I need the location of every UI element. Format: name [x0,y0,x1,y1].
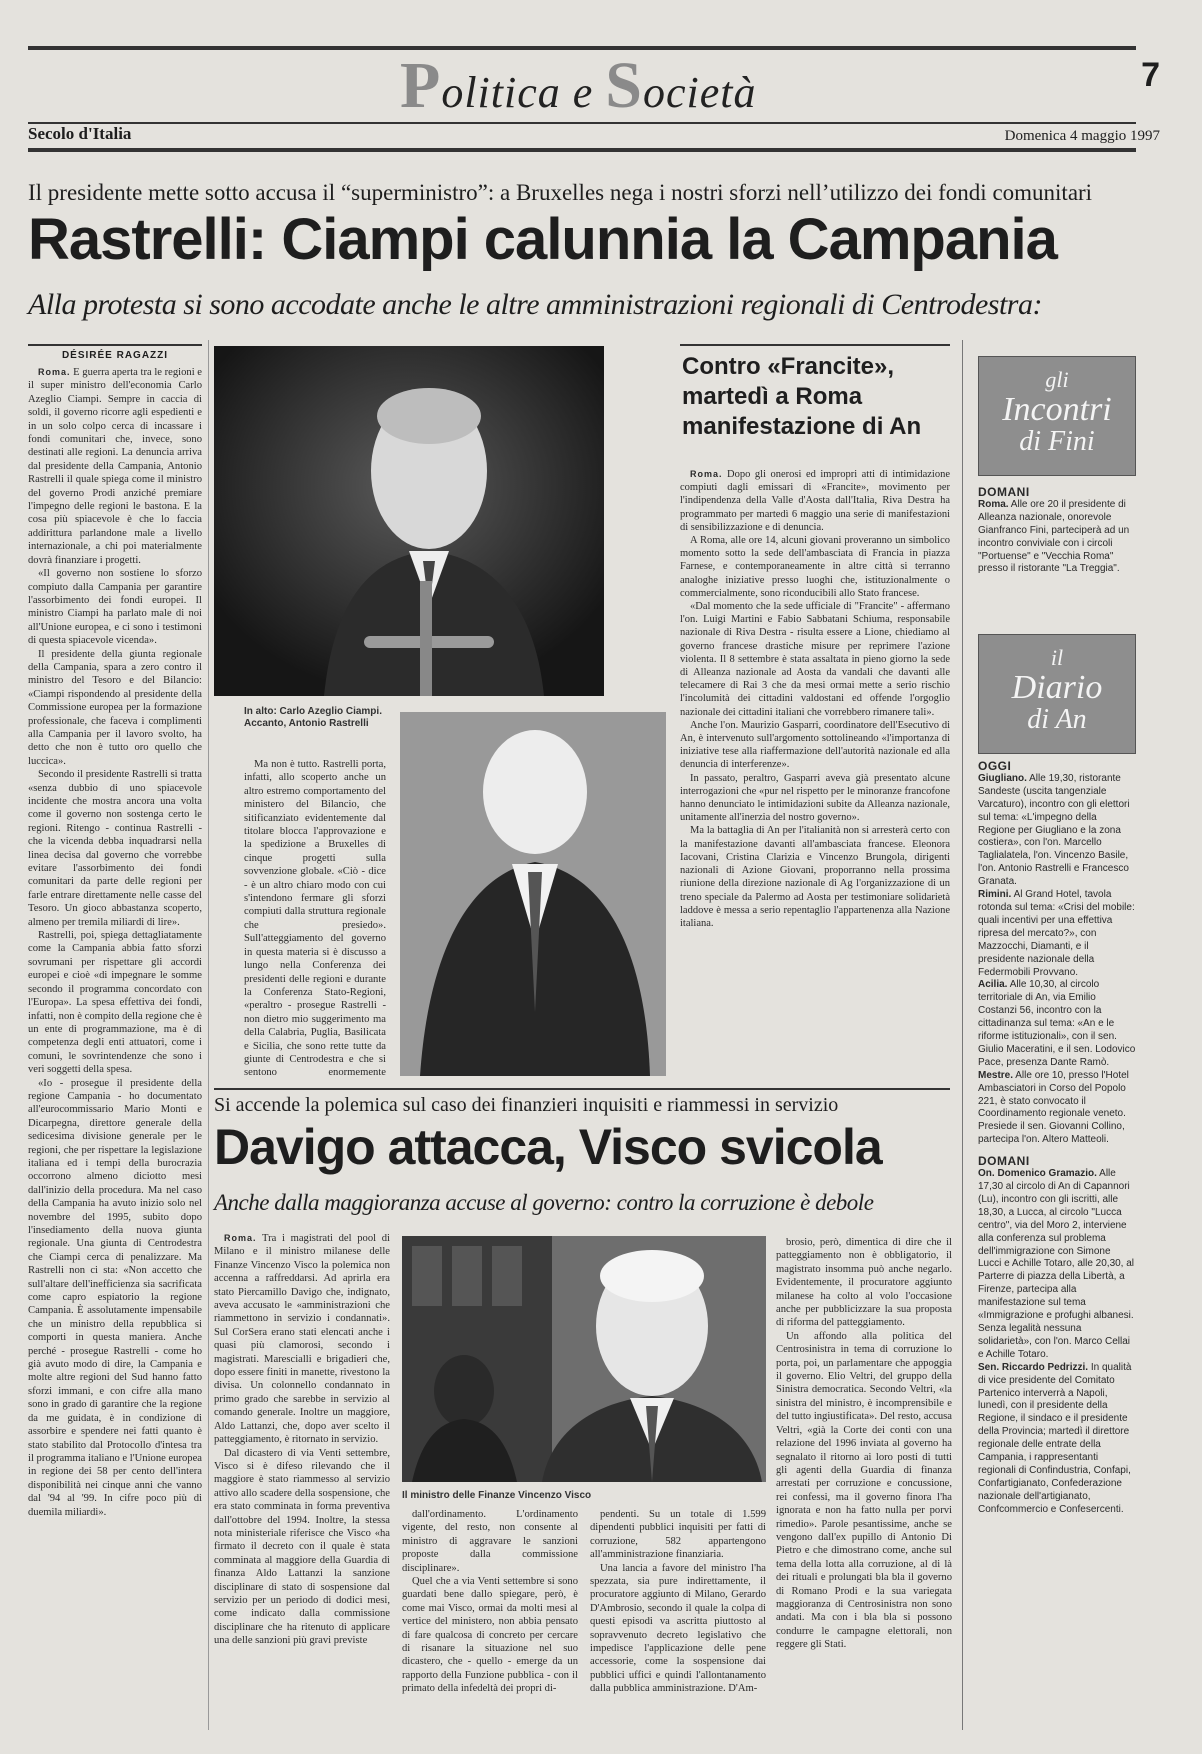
lead-paragraph: Ma non è tutto. Rastrelli porta, infatti, allo scoperto anche un altro estremo comportamento del ministero del Bilancio, che sitificanziato evidentemente dal titolare blocca l'approvazione e la spedizione a Bruxelles di cinque progetti sulla sovvenzione globale. «Ciò - dice - è un altro chiaro modo con cui s'intendono fermare gli sforzi compiuti dalla struttura regionale che presiedo». Sull'atteggiamento del governo in questa materia si è discusso a lungo nella Conferenza dei presidenti delle regioni e durante la Conferenza Stato-Regioni, «peraltro - prosegue Rastrelli - non dietro mio suggerimento ma della Calabria, Puglia, Basilicata e Sicilia, che sono rette tutte da giunte di Centrodestra e che si sentono enormemente [244,759,386,1078]
ciampi-photo [214,346,604,696]
event-item [978,889,1136,979]
visco-photo [402,1236,766,1482]
city-label: Rimini. [978,889,1012,901]
an-paragraph: Dopo gli onerosi ed impropri atti di intimidazione compiuti dagli emissari di «Francite», movimento per l'indipendenza della Valle d'Aosta dall'Italia, Riva Destra ha programmato per martedì 6 maggio una serie di manifestazioni di sensibilizzazione e di denuncia. [680,469,950,533]
an-paragraph: «Dal momento che la sede ufficiale di "Francite" - affermano l'on. Luigi Martini e Fabio Sabbatani Schiuma, responsabile nazionale di Riva Destra - risulta essere a Lione, chiediamo al governo francese drastiche misure per reprimere l'azione violenta. Il 8 settembre è stata assaltata in pieno giorno la sede di Alleanza nazionale ad Aosta da vandali che davanti alle telecamere di Rai 3 che da mesi ormai mette a serio rischio l'incolumità dei cittadini valdostani ed offende l'orgoglio nazionale dei cittadini italiani che vorrebbero rimanere tali». [680,601,950,718]
rastrelli-photo-image [400,712,666,1076]
section-heading: DOMANI [978,1154,1030,1169]
column-divider [208,340,209,1730]
an-paragraph: Ma la battaglia di An per l'italianità non si arresterà certo con la manifestazione davanti all'ambasciata francese. Eleonora Iacovani, Cristina Clarizia e Vincenzo Brungola, dirigenti nazionali di Azione Giovani, proporranno nella prossima riunione della direzione nazionale di Ag l'organizzazione di un treno speciale da Palermo ad Aosta per testimoniare solidarietà laddove è messa a serio repentaglio l'appartenenza alla Nazione italiana. [680,825,950,929]
visco-deck: Anche dalla maggioranza accuse al governo: contro la corruzione è debole [214,1190,874,1215]
dateline: Roma. [224,1233,257,1243]
an-headline [682,352,962,442]
box-line: gli [1045,367,1069,392]
lead-headline: Rastrelli: Ciampi calunnia la Campania [28,207,1057,272]
lead-kicker: Il presidente mette sotto accusa il “superministro”: a Bruxelles nega i nostri sforzi nell’utilizzo dei fondi comunitari [28,180,1093,205]
event-text: In qualità di vice presidente del Comitato Partenico interverrà a Napoli, lunedì, con il presidente della Regione, il sindaco e il presidente della Provincia; martedì il direttore regionale delle entrate della Campania, i rappresentanti regionali di Confindustria, Confapi, Confartigianato, Confederazione nazionale dell'artigianato, Confcommercio e Confesercenti. [978,1361,1132,1515]
visco-paragraph: Tra i magistrati del pool di Milano e il ministro milanese delle Finanze Vincenzo Visco la polemica non accenna a raffreddarsi. Ad aprirla era stato Piercamillo Davigo che, indignato, aveva accusato le «amministrazioni che riammettono in servizio i condannati». Sul CorSera erano stati elencati anche i quasi più clamorosi, secondo i magistrati. Marescialli e brigadieri che, dopo essere finiti in manette, rivestono la divisa. Un colonnello condannato in primo grado che sarebbe in servizio al comando generale. Inoltre un maggiore, Aldo Lattanzi, che, dopo aver scelto il patteggiamento, è ritornato in servizio. [214,1233,390,1446]
lead-paragraph: Il presidente della giunta regionale della Campania, spara a zero contro il ministro del Tesoro e del Bilancio: «Ciampi rispondendo al presidente della Commissione europea per la formazione professionale, che faceva i complimenti alla Campania per il lavoro svolto, ha detto che non è tutto oro quello che luccica». [28,648,202,767]
newspaper-name: Secolo d'Italia [28,124,132,143]
lead-paragraph: «Io - prosegue il presidente della regione Campania - ho documentato all'eurocommissario Mario Monti e Dicarpegna, direttore generale della sedicesima divisione generale per le regioni, che per rispettare la legislazione italiana ed i tempi della burocrazia occorrono almeno diciotto mesi dall'inizio della procedura. Ma nel caso della Campania ha avuto inizio solo nel novembre del 1995, subito dopo l'insediamento della nuova giunta regionale. Una giunta di Centrodestra che Ciampi cerca di penalizzare. Ma Rastrelli non ci sta: «Non accetto che sull'altare dell'inefficienza sia sacrificata come capro espiatorio la regione Campania. È assolutamente impensabile che un ministro della repubblica si comporti in questa maniera. Anche perché - prosegue Rastrelli - come ho già avuto modo di dire, la Campania e molte altre regioni del Sud hanno fatto sforzi immani, e con cifre alla mano sono in grado di garantire che la regione da me guidata, è in condizione di assorbire e spendere nei fatti quanto è stato stabilito dal Protocollo d'intesa tra il programma italiano e l'Unione europea in regione dei 58 per cento dell'intera disponibilità nei cinque anni che vanno dal '94 al '99. In cifre poco più di duemila miliardi». [28,1077,202,1518]
event-text: Al Grand Hotel, tavola rotonda sul tema: «Crisi del mobile: quali incentivi per una effettiva ripresa del mercato?», con Mazzocchi, Diamanti, e il presidente nazionale della Federmobili Provvano. [978,889,1135,978]
rastrelli-photo [400,712,666,1076]
visco-story-rule [214,1088,950,1090]
byline: DÉSIRÉE RAGAZZI [28,344,202,361]
event-text: Alle 17,30 al circolo di An di Capannori (Lu), incontro con gli iscritti, alle 18,30, a Lucca, al circolo "Lucca centro", via del Moro 2, interviene alla conferenza sul problema dell'immigrazione con Simone Lucci e Achille Totaro, alle 20,30, al Parterre di piazza della Libertà, a Firenze, partecipa alla manifestazione sul tema «Immigrazione e profughi albanesi. Senza legalità nessuna solidarietà», con l'on. Marco Cellai e Achille Totaro. [978,1168,1135,1360]
an-paragraph: A Roma, alle ore 14, alcuni giovani proveranno un simbolico momento sotto la sede dell'ambasciata di Francia in piazza Farnese, e contemporaneamente in altre città si terranno analoghe iniziative presso luoghi che, istituzionalmente o commercialmente, sono riconducibili allo Stato francese. [680,535,950,599]
diario-text [978,756,1136,1728]
section-heading: DOMANI [978,485,1030,499]
city-label: Giugliano. [978,772,1027,784]
visco-column-4 [776,1236,952,1730]
date-rule [28,148,1136,152]
an-story-rule [680,344,950,346]
lead-column-2 [244,758,386,1078]
visco-paragraph: Dal dicastero di via Venti settembre, Visco si è difeso rilevando che il maggiore è stato riammesso al servizio attivo allo scadere della sospensione, che era stato comminata in forma preventiva dall'ottobre del 1994. Inoltre, la stessa nota ministeriale riferisce che Visco «ha firmato il decreto con il quale è stata comminata al maggiore della Guardia di finanza Aldo Lattanzi la sanzione disciplinare di stato di sospensione dal servizio per un periodo di dodici mesi, come indicato dalla commissione disciplinare che ha ritenuto di applicare una delle sanzioni più gravi previste [214,1447,390,1647]
city-label: Roma. [978,498,1009,510]
diario-di-an-box [978,634,1136,754]
box-line: di An [1027,704,1087,735]
city-label: Mestre. [978,1069,1014,1081]
visco-photo-caption: Il ministro delle Finanze Vincenzo Visco [402,1490,592,1501]
event-item [978,1168,1136,1362]
box-line: il [1050,645,1064,670]
box-line: Incontri [1002,391,1112,428]
lead-column-1 [28,366,202,1726]
event-text: Alle ore 10, presso l'Hotel Ambasciatori in Corso del Popolo 221, è stato convocato il Coordinamento regionale veneto. Presiede il sen. Giovanni Collino, partecipa l'on. Altero Matteoli. [978,1069,1129,1146]
lead-paragraph: «Il governo non sostiene lo sforzo compiuto dalla Campania per garantire l'assorbimento dei fondi europei. Il ministro Ciampi ha parlato male di noi all'Unione europea, e ci sono i testimoni di questa spiacevole vicenda». [28,568,202,647]
visco-headline: Davigo attacca, Visco svicola [214,1119,882,1175]
event-text: Alle 19,30, ristorante Sandeste (uscita tangenziale Varcaturo), incontro con gli elettori sul tema: «L'impegno della Regione per Giugliano e la zona costiera», con l'on. Marcello Taglialatela, l'on. Vincenzo Basile, l'on. Antonio Rastrelli e Francesco Granata. [978,772,1130,888]
visco-paragraph: Un affondo alla politica del Centrosinistra in tema di corruzione lo porta, poi, un parlamentare che appoggia il governo. Elio Veltri, del gruppo della Sinistra democratica. Secondo Veltri, «la sinistra del ministro, è incomprensibile e del tutto ingiustificata». Del resto, accusa Veltri, «già la Corte dei conti con una relazione del 1996 inviata al governo ha segnalato il ritorno ai loro posti di tutti gli agenti della Guardia di finanza arrestati per corruzione e concussione, rei confessi, ma il governo finora l'ha ignorata e non ha fatto nulla per porvi rimedio». Parole pesantissime, anche se vengono dall'ex pupillo di Antonio Di Pietro e che dimostrano come, anche sul tema della lotta alla corruzione, al di là dei rituali e prolungati bla bla il governo di Romano Prodi e la sua variegata maggioranza di Centrosinistra non sono andati. Ma con i bla bla si possono condurre le campagne elettorali, non reggere gli Stati. [776,1330,952,1651]
person-label: Sen. Riccardo Pedrizzi. [978,1361,1089,1373]
visco-column-1 [214,1232,390,1728]
event-item [978,773,1136,889]
visco-paragraph: dall'ordinamento. L'ordinamento vigente, del resto, non consente al ministro di aggravare le sanzioni proposte dalla commissione disciplinare». [402,1509,578,1574]
lead-paragraph: E guerra aperta tra le regioni e il super ministro dell'economia Carlo Azeglio Ciampi. Sempre in caccia di soldi, il governo ricorre agli espedienti e in un solo colpo cerca di incassare i fondi comunitari che, invece, sono destinati alle regioni. La denuncia arriva dal presidente della Campania, Antonio Rastrelli il quale spiega come il ministro del governo Prodi anziché premiare l'impegno delle regioni le bastona. E la cosa più spiacevole è che lo faccia addirittura parlandone male a livello internazionale, a chi poi materialmente dovrà finanziare i progetti. [28,367,202,566]
city-label: Acilia. [978,979,1008,991]
visco-paragraph: brosio, però, dimentica di dire che il patteggiamento non è obbligatorio, il magistrato insomma può anche negarlo. Evidentemente, il procuratore aggiunto milanese ha colto al volo l'occasione anche per pubblicizzare la sua proposta di riforma del patteggiamento. [776,1237,952,1329]
dateline: Roma. [38,367,71,377]
event-text: Alle ore 20 il presidente di Alleanza nazionale, onorevole Gianfranco Fini, parteciperà ad un incontro conviviale con i circoli "Portuense" e "Vecchia Roma" presso il ristorante "La Treggia". [978,498,1130,575]
ciampi-photo-image [214,346,604,696]
visco-paragraph: Quel che a via Venti settembre si sono guardati bene dallo spiegare, però, è come mai Visco, ormai da molti mesi al vertice del ministero, non abbia pensato di fare qualcosa di concreto per cercare di risanare la situazione nel suo dicastero, che - quello - emerge da un rapporto della Funzione pubblica - con il primato della infedeltà dei propri di- [402,1576,578,1695]
dateline: Roma. [690,469,723,479]
visco-paragraph: pendenti. Su un totale di 1.599 dipendenti pubblici inquisiti per fatti di corruzione, 582 appartengono all'amministrazione finanziaria. [590,1509,766,1561]
an-column [680,468,950,1068]
an-headline-line-1: Contro «Francite», [682,353,895,380]
box-line: di Fini [1019,426,1095,457]
column-divider [962,340,963,1730]
section-heading: OGGI [978,759,1012,773]
event-item [978,979,1136,1069]
an-headline-line-3: manifestazione di An [682,413,922,440]
box-line: Diario [1011,669,1103,706]
visco-paragraph: Una lancia a favore del ministro l'ha spezzata, sia pure indirettamente, il procuratore aggiunto di Milano, Gerardo D'Ambrosio, secondo il quale la colpa di questi episodi va ascritta piuttosto al sopravvenuto decreto legislativo che impedisce l'applicazione delle pene accessorie, come la sospensione dai pubblici uffici e quindi l'allontanamento dalla pubblica amministrazione. D'Am- [590,1562,766,1695]
lead-deck: Alla protesta si sono accodate anche le altre amministrazioni regionali di Centrodestra: [28,288,1042,321]
person-label: On. Domenico Gramazio. [978,1168,1097,1180]
event-text: Alle 10,30, al circolo territoriale di An, via Emilio Costanzi 56, incontro con la cittadinanza sul tema: «An e le riforme istituzionali», con il sen. Giulio Maceratini, e il sen. Lodovico Pace, presenza Dante Ramò. [978,979,1136,1068]
issue-date: Domenica 4 maggio 1997 [1004,128,1160,144]
photo-caption-lead: In alto: Carlo Azeglio Ciampi. Accanto, Antonio Rastrelli [244,706,382,729]
incontri-di-fini-box [978,356,1136,476]
lead-paragraph: Secondo il presidente Rastrelli si tratta «senza dubbio di uno spiacevole incidente che mostra ancora una volta come il governo non sostenga certo le regioni. Ritengo - continua Rastrelli - che la vicenda debba inquadrarsi nella linea decisa dal governo che vorrebbe evitare l'assorbimento dei fondi comunitari da parte delle regioni per farle entrare direttamente nelle casse del Tesoro. Un gioco abbastanza scoperto, almeno per tremila miliardi di lire». [28,769,202,928]
an-headline-line-2: martedì a Roma [682,383,863,410]
lead-paragraph: Rastrelli, poi, spiega dettagliatamente come la Campania abbia fatto sforzi sovrumani per rispettare gli accordi europei e cioè «di impegnare le somme secondo il programma concordato con l'Europa». La spesa effettiva dei fondi, infatti, non è compito della regione che è un ente di programmazione, ma è di competenza degli enti attuatori, come i comuni, le sovrintendenze che sono i veri soggetti della spesa. [28,930,202,1076]
section-title: Politica e Società [400,49,757,122]
visco-column-3 [590,1508,766,1730]
visco-photo-image [402,1236,766,1482]
event-item [978,1362,1136,1517]
visco-column-2 [402,1508,578,1730]
page-number: 7 [1141,56,1160,94]
masthead-rule [28,122,1136,124]
event-item [978,1070,1136,1147]
an-paragraph: In passato, peraltro, Gasparri aveva già presentato alcune interrogazioni che «pur nel rispetto per le minoranze francofone hanno denunciato le intimidazioni subite da Alleanza nazionale, unitamente all'inerzia del nostro governo». [680,772,950,824]
an-paragraph: Anche l'on. Maurizio Gasparri, coordinatore dell'Esecutivo di An, è intervenuto sull'argomento sottolineando «l'importanza di iniziative tese alla riaffermazione dell'autorità nazionale ed alla denuncia di interferenze». [680,719,950,771]
visco-kicker: Si accende la polemica sul caso dei finanzieri inquisiti e riammessi in servizio [214,1094,839,1116]
incontri-text [978,482,1136,612]
